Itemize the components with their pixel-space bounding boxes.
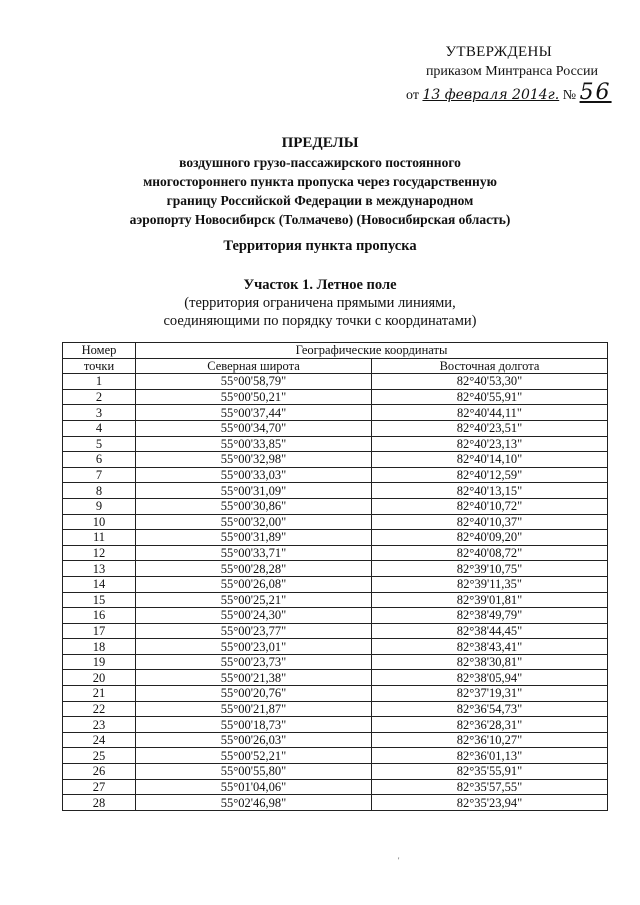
table-row (63, 405, 608, 421)
latitude-cell: 55°00'31,89" (136, 530, 372, 546)
section-heading: Участок 1. Летное поле (243, 277, 397, 293)
table-row (63, 795, 608, 811)
point-number-cell: 13 (63, 561, 136, 577)
approval-date-line (406, 80, 612, 105)
longitude-cell: 82°35'55,91" (372, 764, 608, 780)
latitude-cell: 55°00'25,21" (136, 592, 372, 608)
title-line-1: воздушного грузо-пассажирского постоянного (179, 155, 461, 170)
header-longitude: Восточная долгота (372, 358, 608, 374)
point-number-cell: 26 (63, 764, 136, 780)
point-number-cell: 24 (63, 732, 136, 748)
point-number-cell: 27 (63, 779, 136, 795)
point-number-cell: 9 (63, 498, 136, 514)
point-number-cell: 23 (63, 717, 136, 733)
table-row (63, 436, 608, 452)
longitude-cell: 82°40'13,15" (372, 483, 608, 499)
longitude-cell: 82°35'57,55" (372, 779, 608, 795)
table-row (63, 420, 608, 436)
latitude-cell: 55°00'33,03" (136, 467, 372, 483)
latitude-cell: 55°00'55,80" (136, 764, 372, 780)
table-row (63, 779, 608, 795)
longitude-cell: 82°39'11,35" (372, 576, 608, 592)
table-row (63, 654, 608, 670)
latitude-cell: 55°00'24,30" (136, 608, 372, 624)
table-row (63, 608, 608, 624)
table-row (63, 389, 608, 405)
longitude-cell: 82°36'28,31" (372, 717, 608, 733)
table-row (63, 545, 608, 561)
table-row (63, 374, 608, 390)
table-row (63, 561, 608, 577)
speck-mark: ' (398, 856, 400, 865)
latitude-cell: 55°00'31,09" (136, 483, 372, 499)
latitude-cell: 55°02'46,98" (136, 795, 372, 811)
latitude-cell: 55°00'26,03" (136, 732, 372, 748)
latitude-cell: 55°00'21,87" (136, 701, 372, 717)
point-number-cell: 18 (63, 639, 136, 655)
point-number-cell: 5 (63, 436, 136, 452)
point-number-cell: 14 (63, 576, 136, 592)
longitude-cell: 82°38'05,94" (372, 670, 608, 686)
latitude-cell: 55°00'23,73" (136, 654, 372, 670)
longitude-cell: 82°39'01,81" (372, 592, 608, 608)
longitude-cell: 82°40'14,10" (372, 452, 608, 468)
longitude-cell: 82°40'23,13" (372, 436, 608, 452)
latitude-cell: 55°00'18,73" (136, 717, 372, 733)
handwritten-number: 56 (579, 80, 612, 105)
point-number-cell: 6 (63, 452, 136, 468)
title-line-2: многостороннего пункта пропуска через государственную (143, 174, 497, 189)
table-row (63, 748, 608, 764)
territory-heading: Территория пункта пропуска (223, 238, 417, 254)
latitude-cell: 55°00'28,28" (136, 561, 372, 577)
point-number-cell: 2 (63, 389, 136, 405)
latitude-cell: 55°00'33,85" (136, 436, 372, 452)
latitude-cell: 55°00'26,08" (136, 576, 372, 592)
table-row (63, 686, 608, 702)
title-line-4: аэропорту Новосибирск (Толмачево) (Новосибирская область) (129, 212, 511, 227)
table-row (63, 467, 608, 483)
latitude-cell: 55°00'20,76" (136, 686, 372, 702)
table-row (63, 670, 608, 686)
latitude-cell: 55°00'50,21" (136, 389, 372, 405)
section-note-line-1: (территория ограничена прямыми линиями, (184, 295, 456, 311)
number-prefix: № (562, 88, 577, 103)
table-body (63, 374, 608, 811)
point-number-cell: 16 (63, 608, 136, 624)
longitude-cell: 82°35'23,94" (372, 795, 608, 811)
longitude-cell: 82°40'12,59" (372, 467, 608, 483)
longitude-cell: 82°36'54,73" (372, 701, 608, 717)
latitude-cell: 55°00'23,01" (136, 639, 372, 655)
latitude-cell: 55°01'04,06" (136, 779, 372, 795)
table-row (63, 764, 608, 780)
table-row (63, 576, 608, 592)
point-number-cell: 19 (63, 654, 136, 670)
point-number-cell: 15 (63, 592, 136, 608)
latitude-cell: 55°00'32,98" (136, 452, 372, 468)
point-number-cell: 12 (63, 545, 136, 561)
longitude-cell: 82°38'49,79" (372, 608, 608, 624)
longitude-cell: 82°40'44,11" (372, 405, 608, 421)
longitude-cell: 82°38'44,45" (372, 623, 608, 639)
latitude-cell: 55°00'32,00" (136, 514, 372, 530)
table-row (63, 483, 608, 499)
section-note-line-2: соединяющими по порядку точки с координатами) (163, 313, 477, 329)
latitude-cell: 55°00'58,79" (136, 374, 372, 390)
table-row (63, 623, 608, 639)
longitude-cell: 82°40'53,30" (372, 374, 608, 390)
latitude-cell: 55°00'37,44" (136, 405, 372, 421)
point-number-cell: 20 (63, 670, 136, 686)
header-geo: Географические координаты (136, 343, 608, 359)
point-number-cell: 1 (63, 374, 136, 390)
point-number-cell: 11 (63, 530, 136, 546)
longitude-cell: 82°38'30,81" (372, 654, 608, 670)
header-number-line-1: Номер (81, 343, 117, 358)
longitude-cell: 82°36'01,13" (372, 748, 608, 764)
table-row (63, 592, 608, 608)
longitude-cell: 82°40'09,20" (372, 530, 608, 546)
point-number-cell: 7 (63, 467, 136, 483)
point-number-cell: 28 (63, 795, 136, 811)
point-number-cell: 21 (63, 686, 136, 702)
handwritten-date: 13 февраля 2014г. (422, 87, 560, 103)
table-row (63, 717, 608, 733)
point-number-cell: 4 (63, 420, 136, 436)
latitude-cell: 55°00'23,77" (136, 623, 372, 639)
point-number-cell: 3 (63, 405, 136, 421)
point-number-cell: 10 (63, 514, 136, 530)
latitude-cell: 55°00'21,38" (136, 670, 372, 686)
latitude-cell: 55°00'52,21" (136, 748, 372, 764)
longitude-cell: 82°38'43,41" (372, 639, 608, 655)
longitude-cell: 82°40'10,72" (372, 498, 608, 514)
header-number (63, 343, 136, 359)
approval-order: приказом Минтранса России (425, 64, 598, 79)
longitude-cell: 82°36'10,27" (372, 732, 608, 748)
header-latitude: Северная широта (136, 358, 372, 374)
latitude-cell: 55°00'34,70" (136, 420, 372, 436)
latitude-cell: 55°00'30,86" (136, 498, 372, 514)
title-line-3: границу Российской Федерации в международном (166, 193, 474, 208)
table-row (63, 732, 608, 748)
longitude-cell: 82°40'08,72" (372, 545, 608, 561)
longitude-cell: 82°40'23,51" (372, 420, 608, 436)
coordinates-table (62, 342, 608, 811)
table-row (63, 701, 608, 717)
document-title (60, 134, 580, 229)
table-row (63, 498, 608, 514)
table-row (63, 639, 608, 655)
table-row (63, 514, 608, 530)
longitude-cell: 82°40'55,91" (372, 389, 608, 405)
table-row (63, 530, 608, 546)
title-main: ПРЕДЕЛЫ (281, 135, 359, 151)
point-number-cell: 22 (63, 701, 136, 717)
longitude-cell: 82°39'10,75" (372, 561, 608, 577)
longitude-cell: 82°37'19,31" (372, 686, 608, 702)
latitude-cell: 55°00'33,71" (136, 545, 372, 561)
table-row (63, 452, 608, 468)
longitude-cell: 82°40'10,37" (372, 514, 608, 530)
approval-heading: УТВЕРЖДЕНЫ (445, 44, 552, 60)
date-prefix: от (406, 88, 419, 103)
section-block (60, 276, 580, 330)
header-number-2: точки (63, 358, 136, 374)
point-number-cell: 8 (63, 483, 136, 499)
point-number-cell: 25 (63, 748, 136, 764)
point-number-cell: 17 (63, 623, 136, 639)
